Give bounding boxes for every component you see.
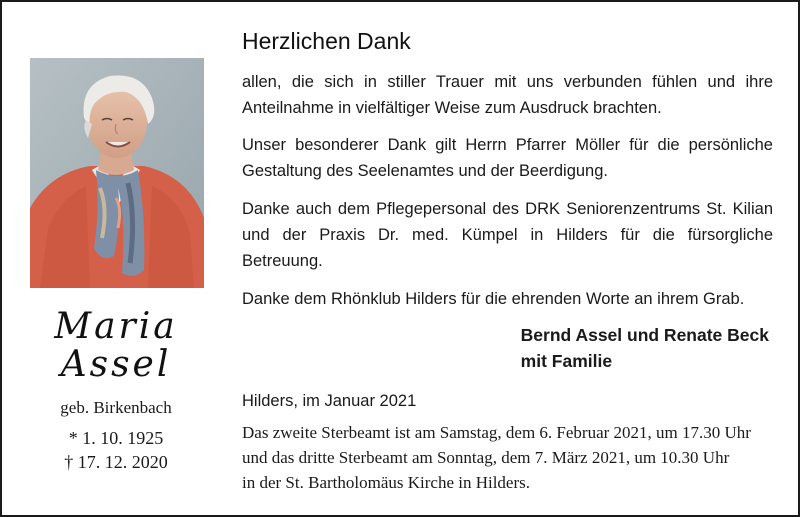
- death-date: † 17. 12. 2020: [64, 452, 168, 472]
- service-notice: [242, 420, 782, 495]
- notice-line: Das zweite Sterbeamt ist am Samstag, dem 6. Februar 2021, um 17.30 Uhr: [242, 423, 751, 442]
- thanks-paragraph: Danke dem Rhönklub Hilders für die ehrenden Worte an ihrem Grab.: [242, 290, 745, 308]
- deceased-first-name: Maria: [54, 306, 178, 347]
- birth-name: geb. Birkenbach: [60, 398, 172, 417]
- signature-line: mit Familie: [520, 351, 613, 371]
- notice-line: in der St. Bartholomäus Kirche in Hilders.: [242, 473, 531, 492]
- family-signature: [521, 322, 769, 374]
- thanks-paragraph: Unser besonderer Dank gilt Herrn Pfarrer Möller für die persönliche Gestaltung des Seelenamtes und der Beerdigung.: [242, 136, 773, 180]
- page-title: Herzlichen Dank: [242, 28, 411, 54]
- portrait-photo: [30, 58, 204, 288]
- place-date: Hilders, im Januar 2021: [242, 392, 417, 410]
- birth-date: * 1. 10. 1925: [68, 428, 164, 448]
- deceased-last-name: Assel: [60, 344, 172, 385]
- notice-line: und das dritte Sterbeamt am Sonntag, dem 7. März 2021, um 10.30 Uhr: [242, 448, 730, 467]
- signature-line: Bernd Assel und Renate Beck: [520, 325, 769, 345]
- thanks-paragraph: allen, die sich in stiller Trauer mit uns verbunden fühlen und ihre Anteilnahme in vielfältiger Weise zum Ausdruck brachten.: [242, 73, 773, 117]
- thanks-paragraph: Danke auch dem Pflegepersonal des DRK Seniorenzentrums St. Kilian und der Praxis Dr. med. Kümpel in Hilders für die fürsorgliche Betreuung.: [242, 200, 773, 270]
